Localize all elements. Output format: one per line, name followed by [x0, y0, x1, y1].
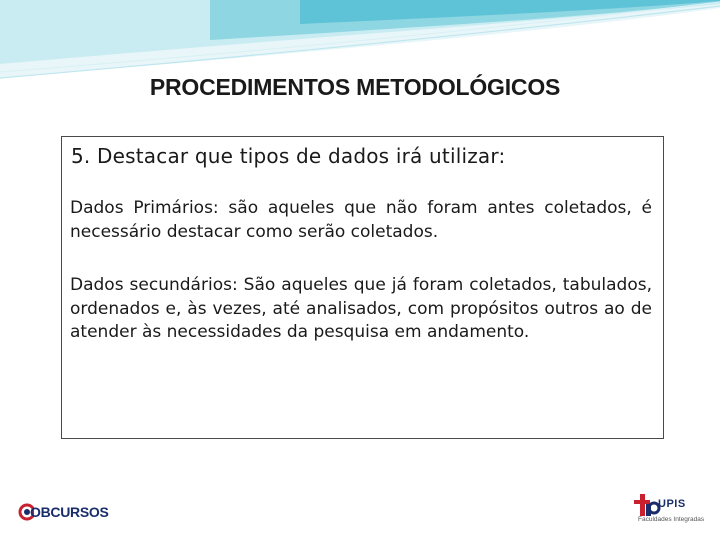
upis-logo-subtext: Faculdades Integradas [638, 516, 705, 523]
content-box [61, 136, 664, 439]
upis-logo [630, 492, 710, 528]
section-heading: 5. Destacar que tipos de dados irá utilizar: [71, 144, 506, 168]
slide-title: PROCEDIMENTOS METODOLÓGICOS [149, 74, 561, 100]
obcursos-logo-text: OBCURSOS [30, 504, 109, 520]
obcursos-logo [18, 499, 128, 529]
upis-logo-text: UPIS [658, 498, 686, 510]
paragraph-secondary-data: Dados secundários: São aqueles que já foram coletados, tabulados, ordenados e, às vezes, até analisados, com propósitos outros ao de atender às necessidades da pesquisa em andamento. [70, 275, 652, 342]
paragraph-primary-data: Dados Primários: são aqueles que não foram antes coletados, é necessário destacar como serão coletados. [70, 198, 652, 242]
